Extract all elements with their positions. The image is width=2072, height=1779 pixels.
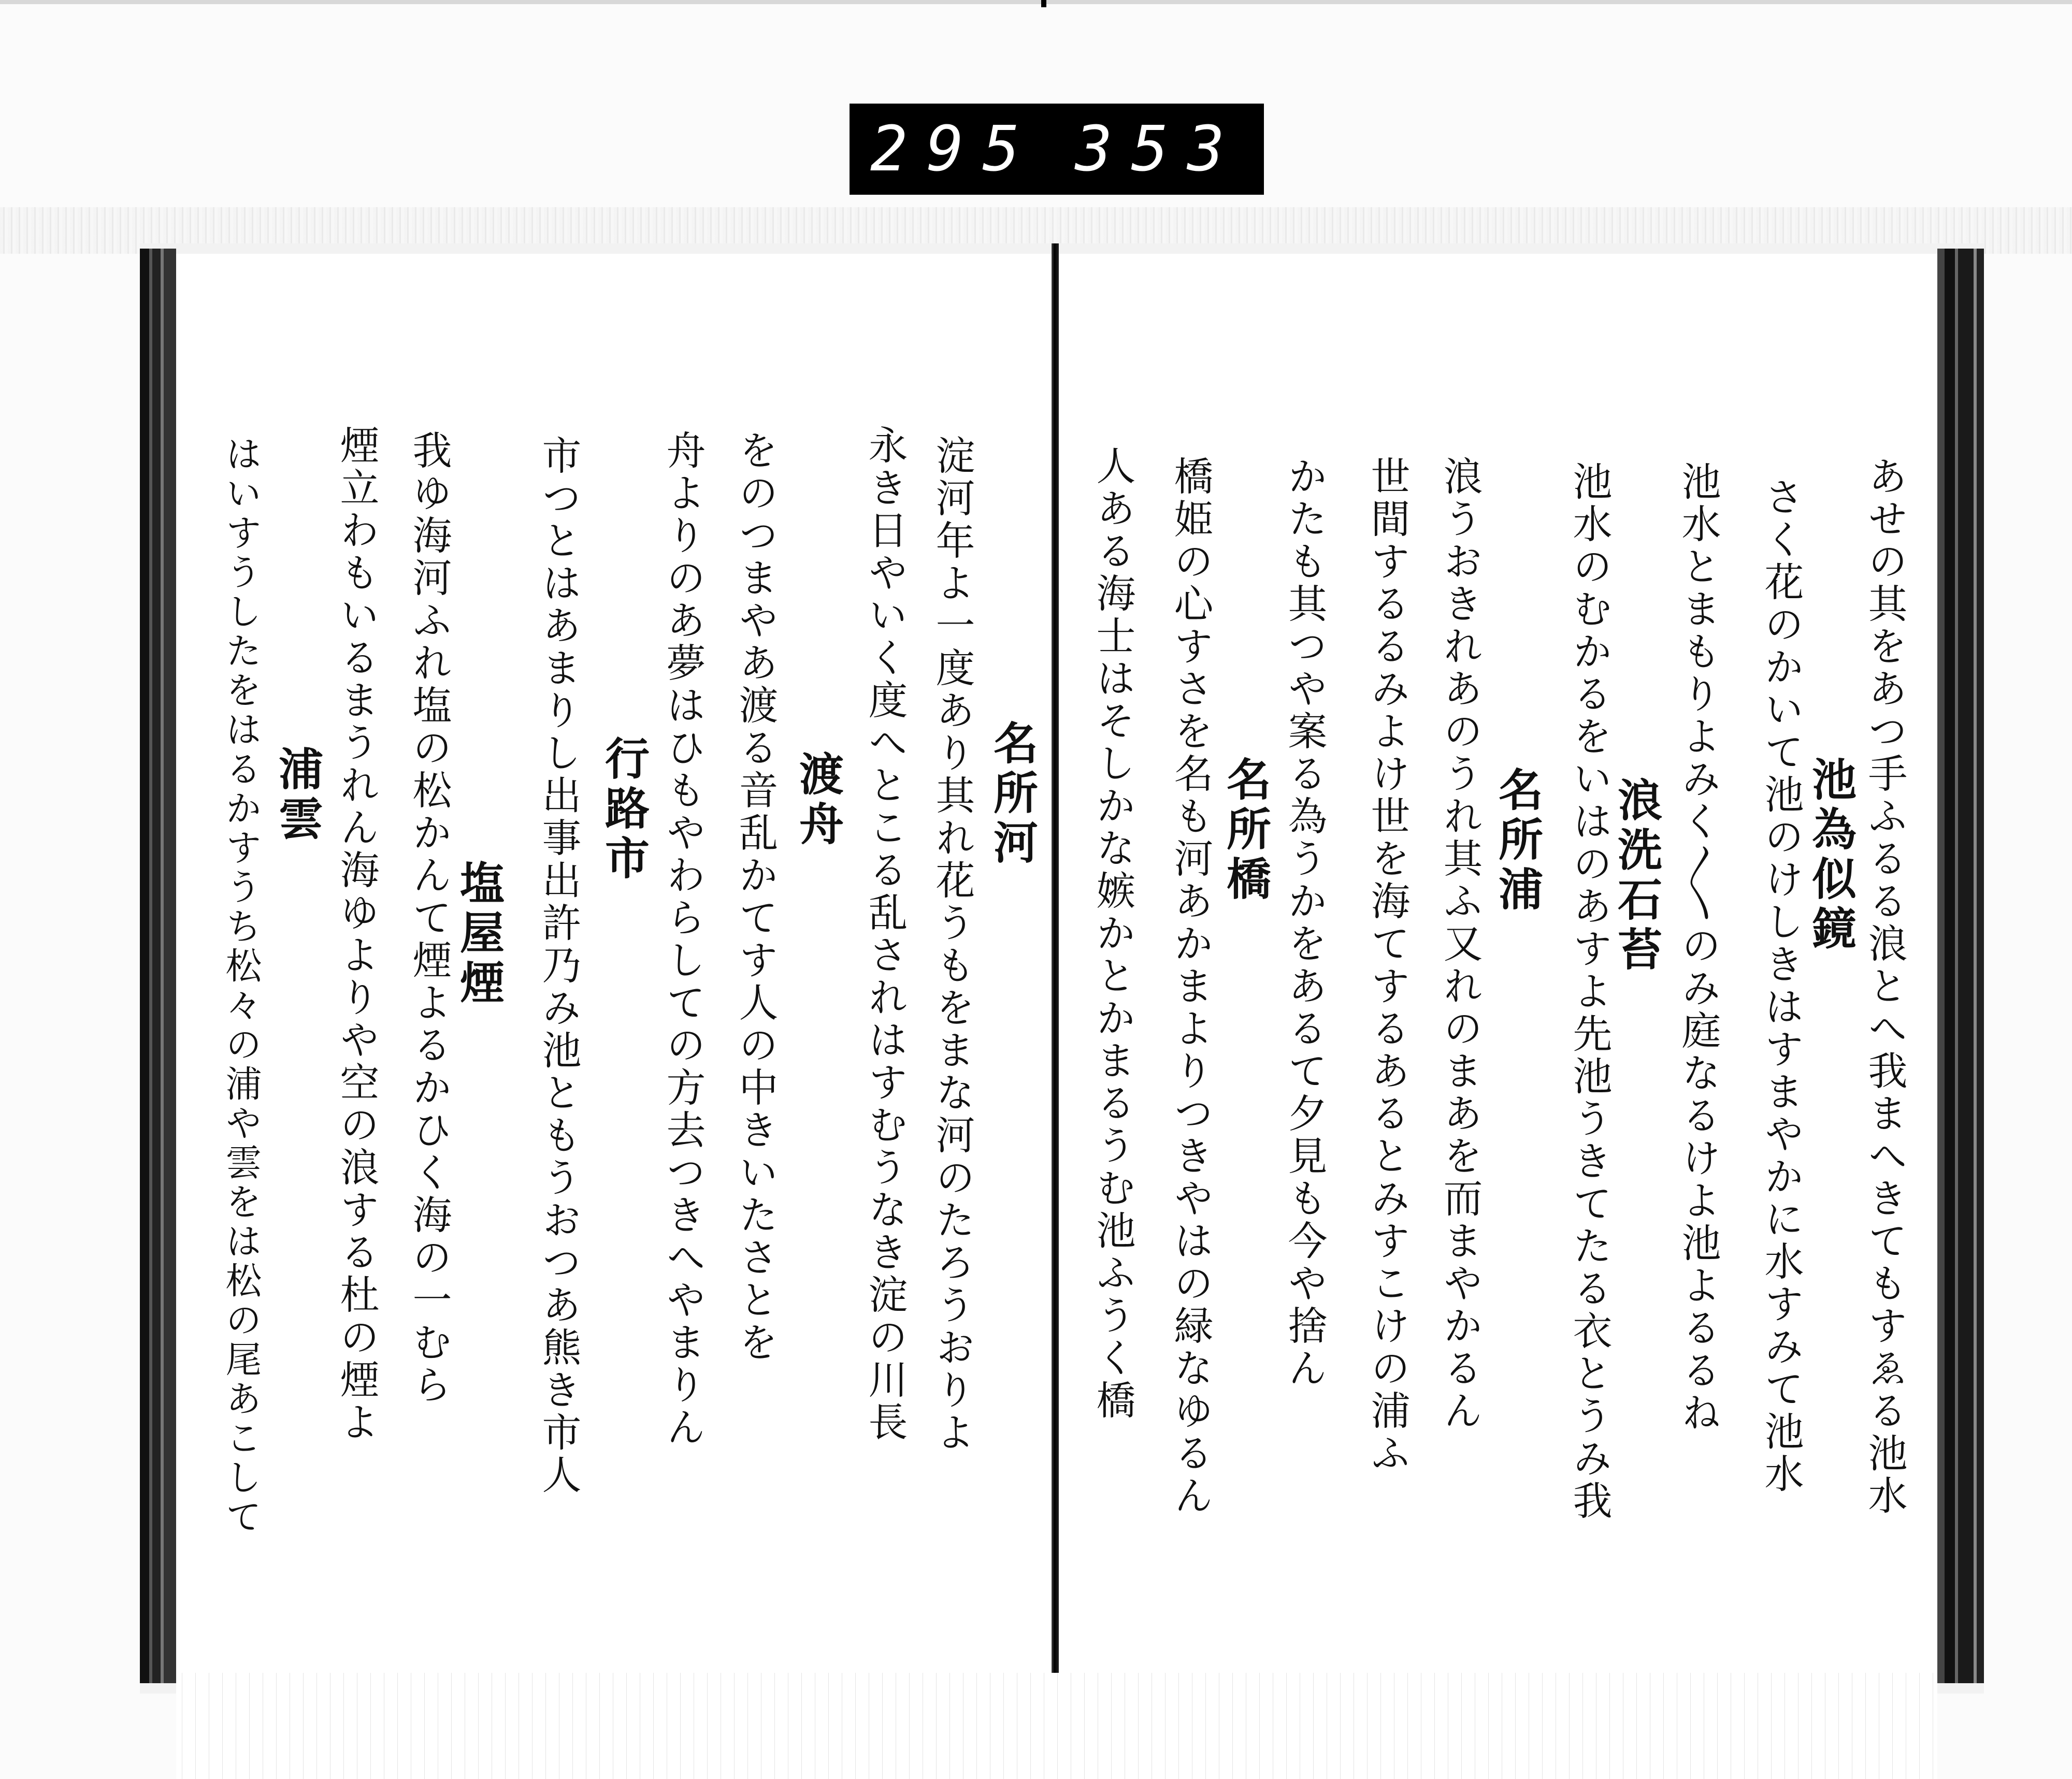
left-page-column-3: をのつまやあ渡る音乱かてす人の中きいたさとを — [732, 430, 779, 1364]
under-sheet — [176, 1673, 1937, 1779]
left-page-column-8: はいすうしたをはるかすうち松々の浦や雲をは松の尾あこして — [220, 435, 262, 1537]
right-page-column-5: 浪うおきれあのうれ其ふ又れのまあを而まやかるん — [1437, 456, 1483, 1433]
right-page-column-9: 人ある海士はそしかな嫉かとかまるうむ池ふうく橋 — [1090, 445, 1136, 1422]
left-page-column-6: 我ゆ海河ふれ塩の松かんて煙よるかひく海の一むら — [406, 430, 452, 1407]
frame-number-label — [850, 104, 1264, 195]
left-page-heading-3: 行路市 — [597, 735, 650, 885]
left-page-column-4: 舟よりのあ夢はひもやわらしての方去つきへやまりん — [660, 430, 706, 1449]
right-page-column-8: 橋姫の心すさを名も河あかまよりつきやはの緑なゆるん — [1168, 456, 1214, 1517]
frame-number-left: 295 — [870, 113, 1039, 185]
right-page-column-7: かたも其つや案る為うかをあるて夕見も今や捨ん — [1282, 456, 1328, 1390]
left-page-column-7: 煙立わもいるまうれん海ゆよりや空の浪する杜の煙よ — [334, 425, 380, 1444]
top-tick-mark — [1041, 0, 1046, 7]
left-page — [176, 254, 1057, 1673]
left-page-column-5: 市つとはあまりし出事出許乃み池ともうおつあ熊き市人 — [536, 435, 582, 1497]
frame-number-right: 353 — [1075, 113, 1243, 185]
right-page-column-6: 世間するるみよけ世を海てするあるとみすこけの浦ふ — [1364, 456, 1411, 1475]
left-page-heading-4: 塩屋煙 — [452, 860, 505, 1009]
left-page-column-1: 淀河年よ一度あり其れ花うもをまな河のたろうおりよ — [929, 435, 975, 1454]
right-page-heading-4: 名所橋 — [1219, 756, 1271, 905]
left-page-heading-2: 渡舟 — [792, 751, 844, 850]
right-page-heading-3: 名所浦 — [1491, 766, 1543, 916]
right-page-column-1: あせの其をあつ手ふるる浪とへ我まへきてもすゑる池水 — [1862, 456, 1908, 1517]
book-gutter — [1052, 243, 1059, 1779]
right-page-heading-2: 浪洗石苔 — [1610, 777, 1662, 976]
left-page-heading-1: 名所河 — [986, 720, 1038, 869]
right-page-column-2: さく花のかいて池のけしきはすまやかに水すみて池水 — [1758, 476, 1804, 1496]
book-edge-right — [1937, 249, 1984, 1683]
right-page-heading-1: 池為似鏡 — [1804, 756, 1857, 955]
right-page-column-3: 池水とまもりよみく〳〵のみ庭なるけよ池よるるね — [1675, 461, 1721, 1435]
top-rule — [0, 0, 2072, 4]
right-page-column-4: 池水のむかるをいはのあすよ先池うきてたる衣とうみ我 — [1566, 461, 1613, 1523]
book-edge-left — [140, 249, 176, 1683]
left-page-column-2: 永き日やいく度へとこる乱されはすむうなき淀の川長 — [862, 425, 908, 1444]
left-page-heading-5: 浦雲 — [271, 746, 323, 845]
